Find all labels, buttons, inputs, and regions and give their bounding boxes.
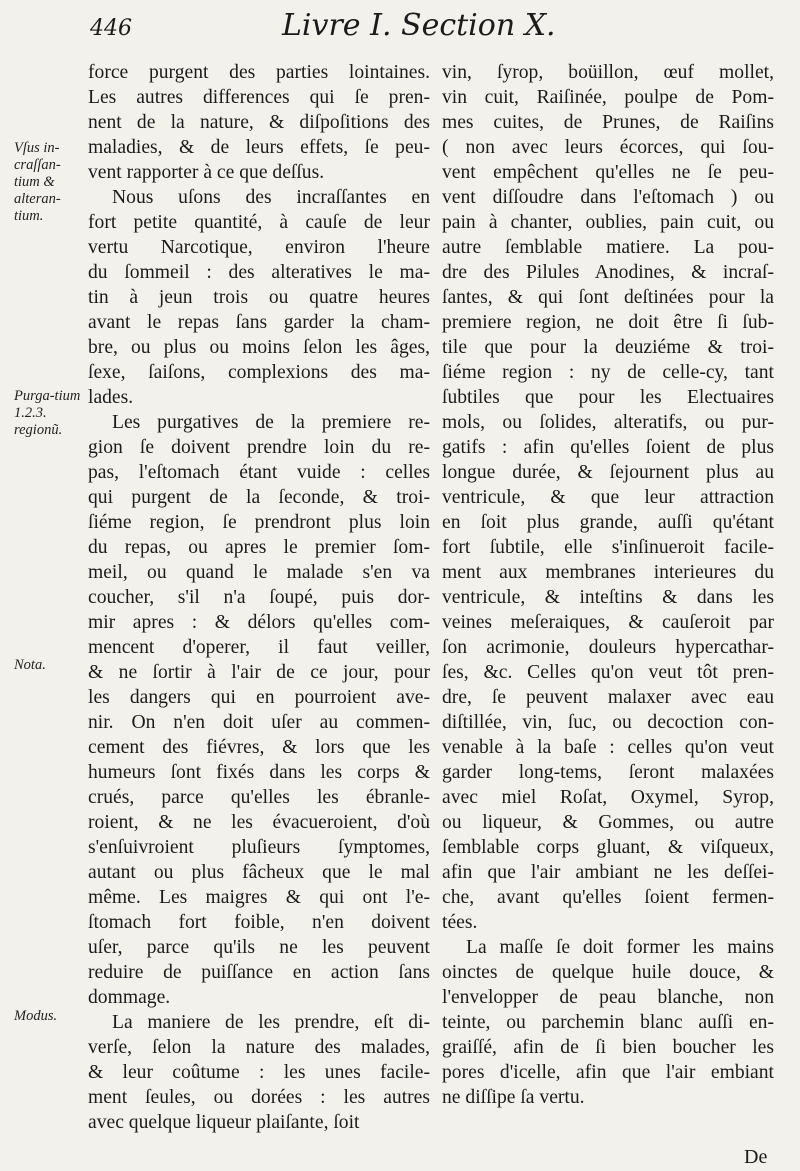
text-line: ſes, &c. Celles qu'on veut tôt pren- bbox=[442, 662, 774, 683]
text-line: avec miel Roſat, Oxymel, Syrop, bbox=[442, 787, 774, 808]
text-line: longue durée, & ſejournent plus au bbox=[442, 462, 774, 483]
text-line: autre ſemblable matiere. La pou- bbox=[442, 237, 774, 258]
text-line: dre des Pilules Anodines, & incraſ- bbox=[442, 262, 774, 283]
text-line: verſe, ſelon la nature des malades, bbox=[88, 1037, 430, 1058]
text-line: coucher, s'il n'a ſoupé, puis dor- bbox=[88, 587, 430, 608]
text-line: graiſſé, afin de ſi bien boucher les bbox=[442, 1037, 774, 1058]
text-line: ſiéme region : ny de celle-cy, tant bbox=[442, 362, 774, 383]
text-line: autant ou plus fâcheux que le mal bbox=[88, 862, 430, 883]
text-line: nir. On n'en doit uſer au commen- bbox=[88, 712, 430, 733]
text-line: ſantes, & qui ſont deſtinées pour la bbox=[442, 287, 774, 308]
text-line: fort ſubtile, elle s'inſinueroit facile- bbox=[442, 537, 774, 558]
text-line: ſexe, ſaiſons, complexions des ma- bbox=[88, 362, 430, 383]
text-line: ſtomach fort foible, n'en doivent bbox=[88, 912, 430, 933]
text-line: même. Les maigres & qui ont l'e- bbox=[88, 887, 430, 908]
left-text-column bbox=[88, 60, 430, 1135]
text-line: l'envelopper de peau blanche, non bbox=[442, 987, 774, 1008]
text-line: du ſommeil : des alteratives le ma- bbox=[88, 262, 430, 283]
text-line: gion ſe doivent prendre loin du re- bbox=[88, 437, 430, 458]
text-line: tées. bbox=[442, 912, 478, 933]
text-line: nent de la nature, & diſpoſitions des bbox=[88, 112, 430, 133]
text-line: venable à la baſe : celles qu'on veut bbox=[442, 737, 774, 758]
text-line: mir apres : & délors qu'elles com- bbox=[88, 612, 430, 633]
running-head: Livre I. Section X. bbox=[282, 8, 556, 43]
text-line: maladies, & de leurs effets, ſe peu- bbox=[88, 137, 430, 158]
text-line: diſtillée, vin, ſuc, ou decoction con- bbox=[442, 712, 774, 733]
text-line: veines meſeraiques, & cauſeroit par bbox=[442, 612, 774, 633]
text-line: vertu Narcotique, environ l'heure bbox=[88, 237, 430, 258]
text-line: vent diſſoudre dans l'eſtomach ) ou bbox=[442, 187, 774, 208]
text-line: ou liqueur, & Gommes, ou autre bbox=[442, 812, 774, 833]
text-line: reduire de puiſſance en action ſans bbox=[88, 962, 430, 983]
catchword: De bbox=[744, 1146, 768, 1168]
text-line: vent empêchent qu'elles ne ſe peu- bbox=[442, 162, 774, 183]
text-line: Les purgatives de la premiere re- bbox=[112, 412, 430, 433]
text-line: ventricule, & inteſtins & dans les bbox=[442, 587, 774, 608]
text-line: ne diſſipe ſa vertu. bbox=[442, 1087, 585, 1108]
text-line: avec quelque liqueur plaiſante, ſoit bbox=[88, 1112, 360, 1133]
text-line: ventricule, & que leur attraction bbox=[442, 487, 774, 508]
text-line: ſubtiles que pour les Electuaires bbox=[442, 387, 774, 408]
text-line: La maſſe ſe doit former les mains bbox=[466, 937, 774, 958]
text-line: vin, ſyrop, boüillon, œuf mollet, bbox=[442, 62, 774, 83]
text-line: meil, ou quand le malade s'en va bbox=[88, 562, 430, 583]
text-line: fort petite quantité, à cauſe de leur bbox=[88, 212, 430, 233]
text-line: lades. bbox=[88, 387, 134, 408]
text-line: mencent d'operer, il faut veiller, bbox=[88, 637, 430, 658]
text-line: che, avant qu'elles ſoient fermen- bbox=[442, 887, 774, 908]
text-line: roient, & ne les évacueroient, d'où bbox=[88, 812, 430, 833]
text-line: crués, parce qu'elles les ébranle- bbox=[88, 787, 430, 808]
text-line: pain à chanter, oublies, pain cuit, ou bbox=[442, 212, 774, 233]
text-line: du repas, ou apres le premier ſom- bbox=[88, 537, 430, 558]
text-line: force purgent des parties lointaines. bbox=[88, 62, 430, 83]
text-line: La maniere de les prendre, eſt di- bbox=[112, 1012, 430, 1033]
text-line: qui purgent de la ſeconde, & troi- bbox=[88, 487, 430, 508]
right-text-column bbox=[442, 60, 774, 1110]
text-line: vin cuit, Raiſinée, poulpe de Pom- bbox=[442, 87, 774, 108]
text-line: dre, ſe peuvent malaxer avec eau bbox=[442, 687, 774, 708]
text-line: ment ſeules, ou dorées : les autres bbox=[88, 1087, 430, 1108]
margin-note-nota: Nota. bbox=[14, 657, 46, 673]
text-line: tile que pour la deuziéme & troi- bbox=[442, 337, 774, 358]
text-line: les dangers qui en pourroient ave- bbox=[88, 687, 430, 708]
text-line: & leur coûtume : les unes facile- bbox=[88, 1062, 430, 1083]
page-number: 446 bbox=[90, 16, 132, 41]
text-line: ſiéme region, ſe prendront plus loin bbox=[88, 512, 430, 533]
text-line: Nous uſons des incraſſantes en bbox=[112, 187, 430, 208]
text-line: ſon acrimonie, douleurs hypercathar- bbox=[442, 637, 774, 658]
text-line: ſemblable corps gluant, & viſqueux, bbox=[442, 837, 774, 858]
text-line: gatifs : afin qu'elles ſoient de plus bbox=[442, 437, 774, 458]
text-line: s'enſuivroient pluſieurs ſymptomes, bbox=[88, 837, 430, 858]
text-line: pores d'icelle, afin que l'air embiant bbox=[442, 1062, 774, 1083]
text-line: afin que l'air ambiant ne les deſſei- bbox=[442, 862, 774, 883]
text-line: garder long-tems, ſeront malaxées bbox=[442, 762, 774, 783]
text-line: Les autres differences qui ſe pren- bbox=[88, 87, 430, 108]
text-line: mes cuites, de Prunes, de Raiſins bbox=[442, 112, 774, 133]
text-line: oinctes de quelque huile douce, & bbox=[442, 962, 774, 983]
text-line: pas, l'eſtomach étant vuide : celles bbox=[88, 462, 430, 483]
margin-note-purgatium: Purga-tium 1.2.3. regionũ. bbox=[14, 388, 81, 438]
text-line: cement des fiévres, & lors que les bbox=[88, 737, 430, 758]
text-line: bre, ou plus ou moins ſelon les âges, bbox=[88, 337, 430, 358]
margin-note-modus: Modus. bbox=[14, 1008, 58, 1024]
text-line: dommage. bbox=[88, 987, 171, 1008]
text-line: tin à jeun trois ou quatre heures bbox=[88, 287, 430, 308]
text-line: humeurs ſont fixés dans les corps & bbox=[88, 762, 430, 783]
text-line: ment aux membranes interieures du bbox=[442, 562, 774, 583]
text-line: avant le repas ſans garder la cham- bbox=[88, 312, 430, 333]
text-line: teinte, ou parchemin blanc auſſi en- bbox=[442, 1012, 774, 1033]
text-line: & ne ſortir à l'air de ce jour, pour bbox=[88, 662, 430, 683]
text-line: mols, ou ſolides, alteratifs, ou pur- bbox=[442, 412, 774, 433]
text-line: uſer, parce qu'ils ne les peuvent bbox=[88, 937, 430, 958]
page-header bbox=[0, 6, 800, 50]
text-line: premiere region, ne doit être ſi ſub- bbox=[442, 312, 774, 333]
text-line: ( non avec leurs écorces, qui ſou- bbox=[442, 137, 774, 158]
text-line: en ſoit plus grande, auſſi qu'étant bbox=[442, 512, 774, 533]
margin-note-usus: Vſus in-craſſan-tium & alteran-tium. bbox=[14, 140, 61, 224]
text-line: vent rapporter à ce que deſſus. bbox=[88, 162, 325, 183]
